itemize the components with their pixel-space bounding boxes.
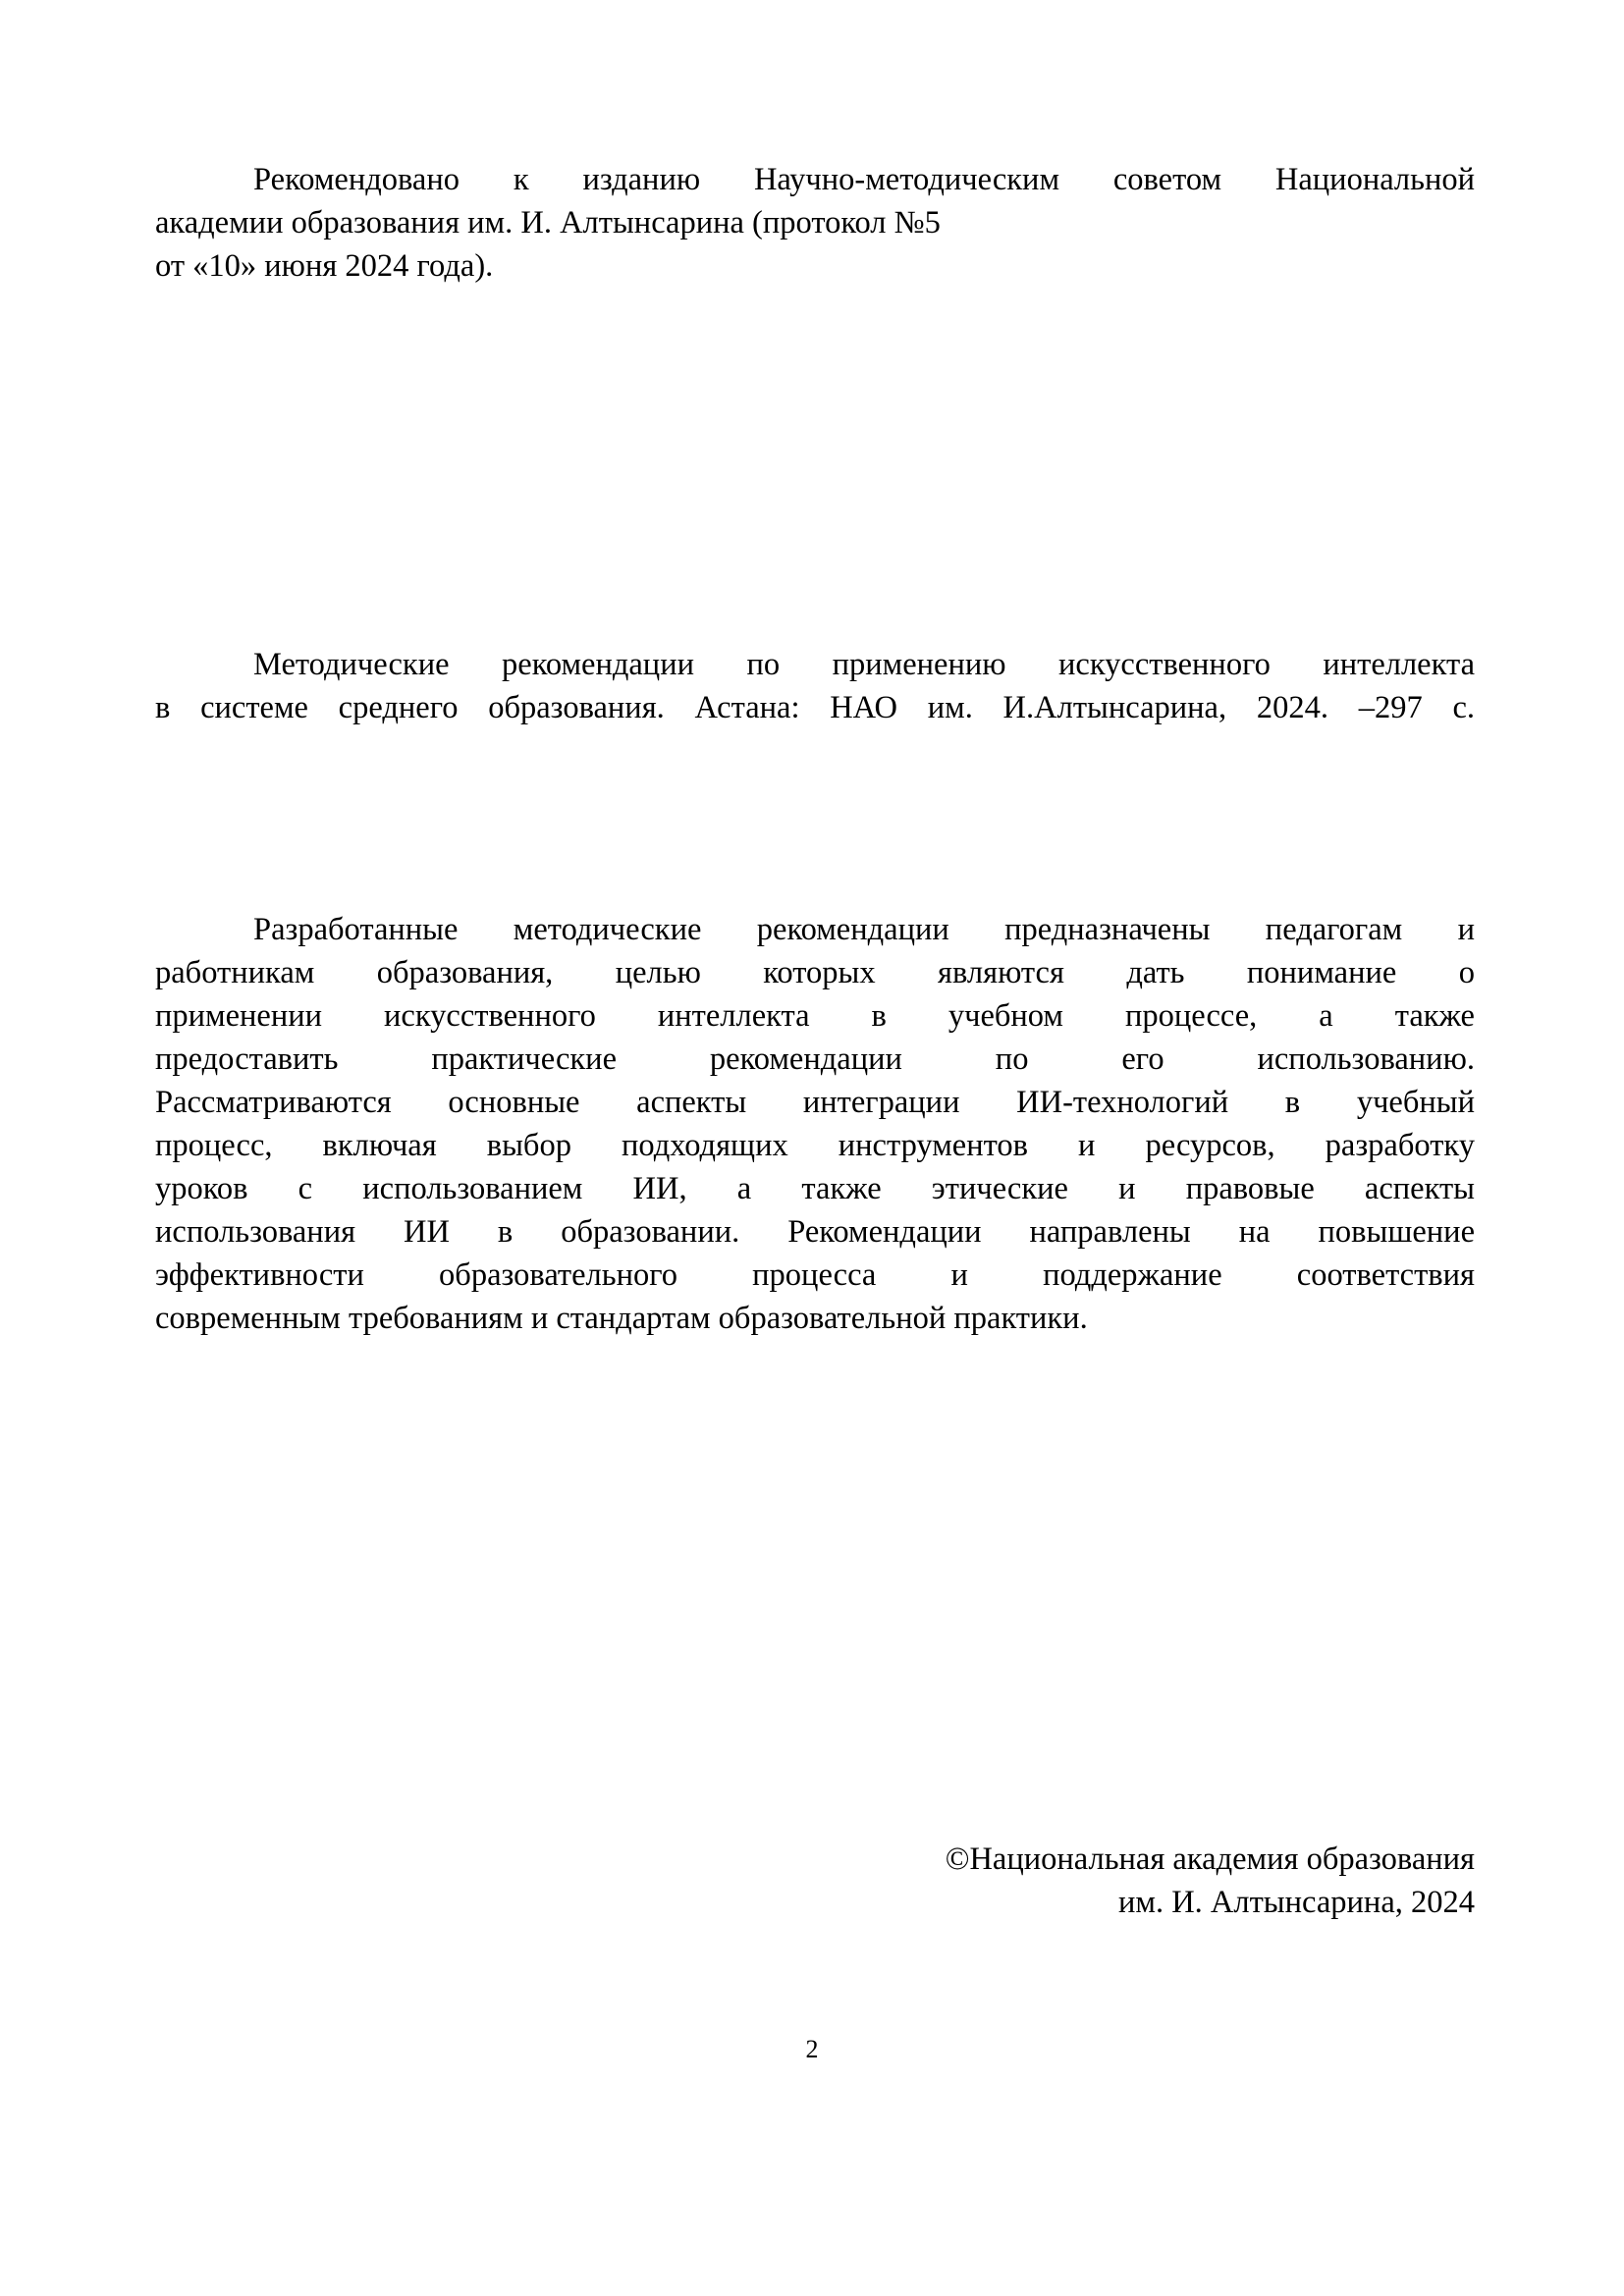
- bibliographic-citation: [155, 643, 1475, 729]
- annotation-line: современным требованиям и стандартам образовательной практики.: [155, 1301, 1088, 1336]
- recommendation-line: Рекомендовано к изданию Научно-методическим советом Национальной: [253, 162, 1475, 197]
- annotation-line: применении искусственного интеллекта в учебном процессе, а также: [155, 998, 1475, 1034]
- citation-line: в системе среднего образования. Астана: НАО им. И.Алтынсарина, 2024. –297 с.: [155, 690, 1475, 725]
- annotation-line: Рассматриваются основные аспекты интеграции ИИ-технологий в учебный: [155, 1085, 1475, 1120]
- annotation-line: уроков с использованием ИИ, а также этические и правовые аспекты: [155, 1171, 1475, 1206]
- page-number: 2: [805, 2035, 819, 2063]
- publication-recommendation: [155, 158, 1475, 288]
- recommendation-line: академии образования им. И. Алтынсарина (протокол №5: [155, 205, 941, 240]
- copyright-notice: [155, 1838, 1475, 1924]
- citation-line: Методические рекомендации по применению искусственного интеллекта: [253, 647, 1475, 682]
- copyright-line: ©Национальная академия образования: [945, 1842, 1475, 1877]
- annotation-line: предоставить практические рекомендации по его использованию.: [155, 1041, 1475, 1077]
- annotation-line: работникам образования, целью которых являются дать понимание о: [155, 955, 1475, 990]
- annotation-line: использования ИИ в образовании. Рекомендации направлены на повышение: [155, 1214, 1475, 1250]
- annotation-paragraph: [155, 908, 1475, 1340]
- recommendation-line: от «10» июня 2024 года).: [155, 248, 494, 284]
- annotation-line: эффективности образовательного процесса и поддержание соответствия: [155, 1257, 1475, 1293]
- copyright-line: им. И. Алтынсарина, 2024: [1117, 1885, 1475, 1920]
- annotation-line: процесс, включая выбор подходящих инструментов и ресурсов, разработку: [155, 1128, 1475, 1163]
- annotation-line: Разработанные методические рекомендации предназначены педагогам и: [253, 912, 1475, 947]
